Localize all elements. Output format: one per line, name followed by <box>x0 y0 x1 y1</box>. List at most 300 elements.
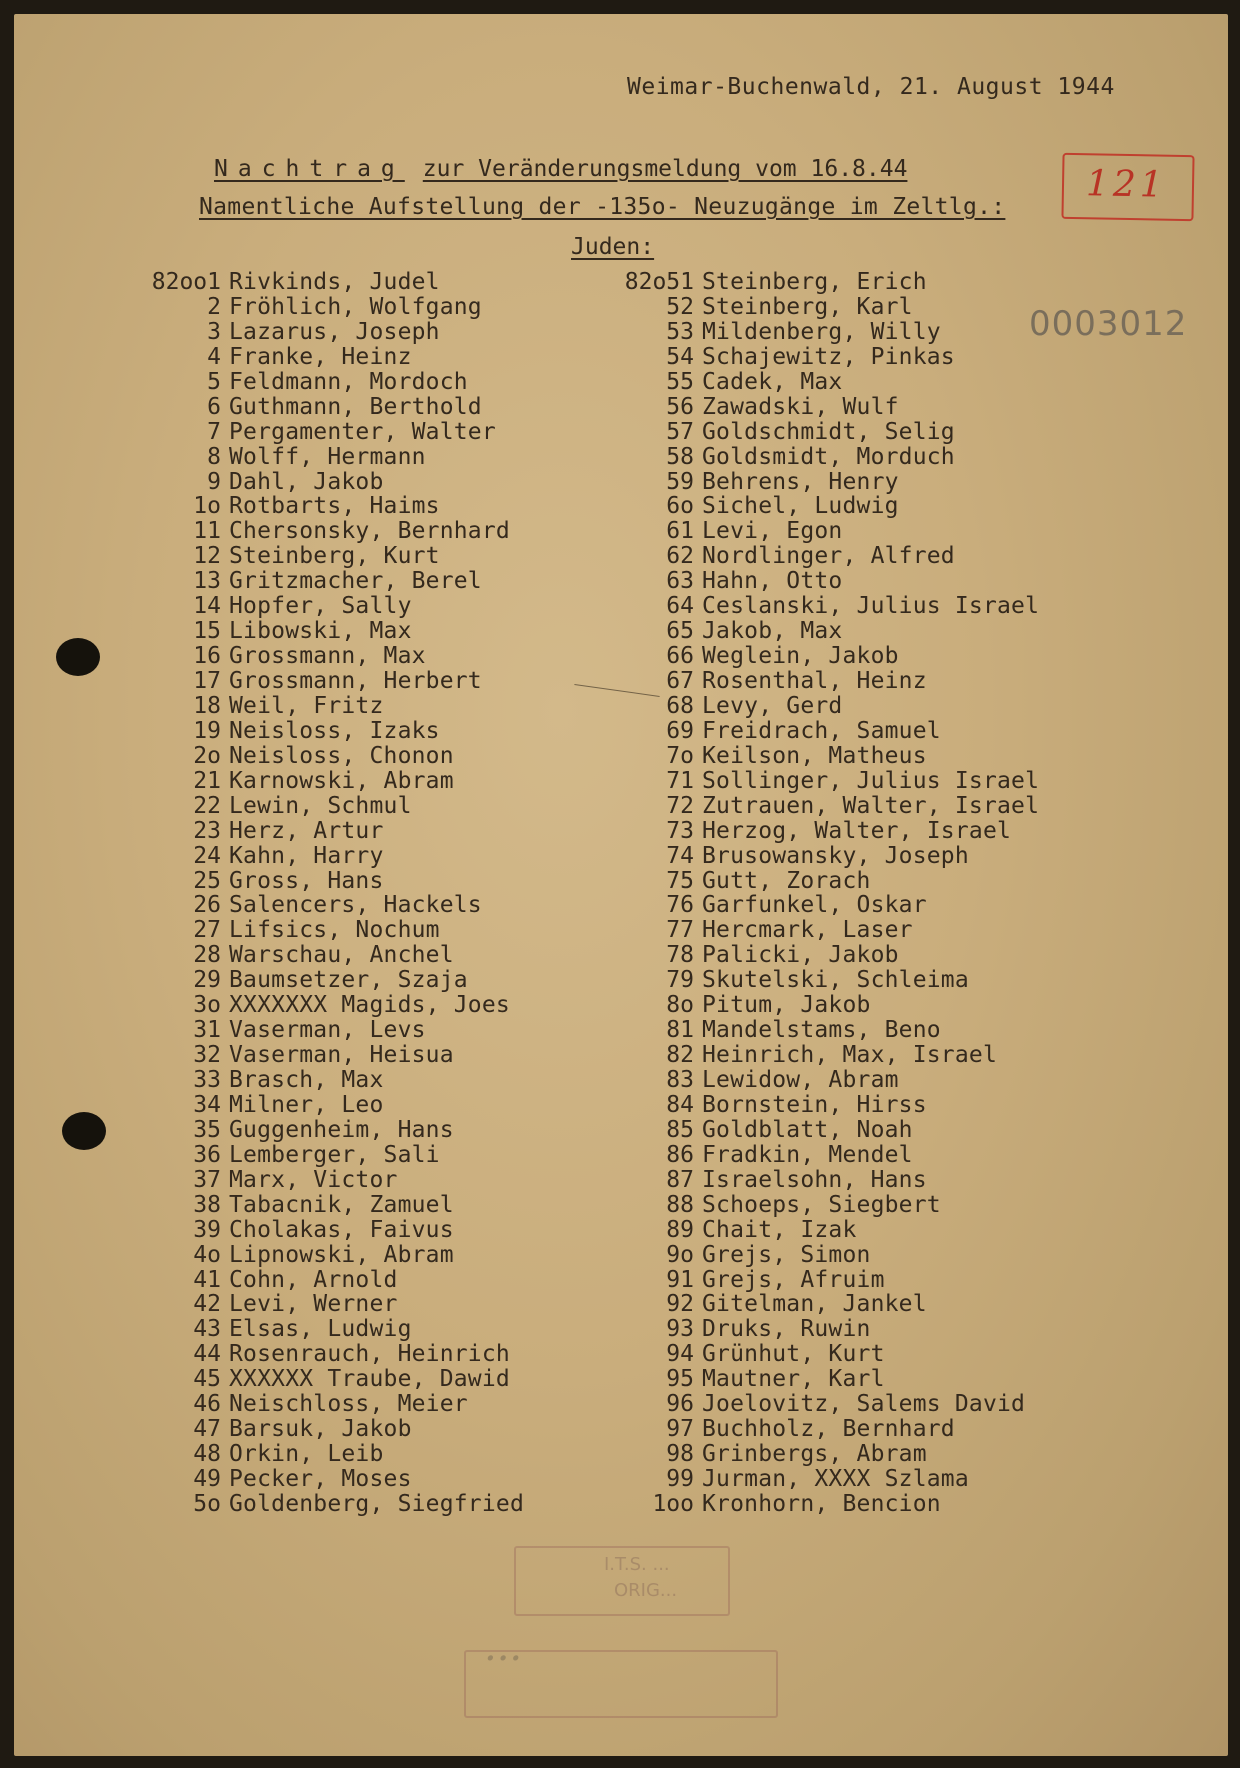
entry-name: Lewin, Schmul <box>229 792 412 819</box>
right-entry <box>614 1317 1039 1342</box>
left-entry <box>141 869 524 894</box>
left-entry <box>141 1068 524 1093</box>
right-entry <box>614 893 1039 918</box>
entry-number: 4 <box>207 343 221 370</box>
right-entry <box>614 694 1039 719</box>
entry-name: Grünhut, Kurt <box>702 1341 885 1368</box>
right-entry <box>614 1243 1039 1268</box>
entry-number: 2o <box>193 742 221 769</box>
entry-number: 85 <box>666 1116 694 1143</box>
right-entry <box>614 1467 1039 1492</box>
entry-number: 71 <box>666 767 694 794</box>
left-entry <box>141 470 524 495</box>
left-entry <box>141 719 524 744</box>
entry-number: 33 <box>193 1067 221 1093</box>
right-entry <box>614 420 1039 445</box>
left-entry <box>141 370 524 395</box>
entry-name: Neisloss, Chonon <box>229 742 454 769</box>
right-entry <box>614 744 1039 769</box>
entry-name: Lewidow, Abram <box>702 1067 899 1093</box>
right-entry <box>614 794 1039 819</box>
entry-number: 94 <box>666 1341 694 1368</box>
entry-name: Chersonsky, Bernhard <box>229 518 510 545</box>
entry-name: Brusowansky, Joseph <box>702 842 969 869</box>
left-entry <box>141 694 524 719</box>
right-entry <box>614 1093 1039 1118</box>
entry-name: Buchholz, Bernhard <box>702 1416 955 1443</box>
entry-number: 9 <box>207 468 221 495</box>
entry-name: Behrens, Henry <box>702 468 899 495</box>
entry-name: Keilson, Matheus <box>702 742 927 769</box>
entry-name: Milner, Leo <box>229 1091 384 1118</box>
entry-number: 56 <box>666 393 694 420</box>
left-entry <box>141 744 524 769</box>
entry-number: 96 <box>666 1391 694 1418</box>
entry-number: 92 <box>666 1291 694 1318</box>
entry-number: 6 <box>207 393 221 420</box>
entry-number: 47 <box>193 1416 221 1443</box>
right-entry <box>614 644 1039 669</box>
right-entry <box>614 1342 1039 1367</box>
entry-name: Salencers, Hackels <box>229 892 482 919</box>
entry-number: 99 <box>666 1466 694 1492</box>
left-entry <box>141 1442 524 1467</box>
entry-number: 49 <box>193 1466 221 1492</box>
left-entry <box>141 544 524 569</box>
entry-number: 74 <box>666 842 694 869</box>
right-entry <box>614 769 1039 794</box>
right-entry <box>614 1417 1039 1442</box>
entry-name: Jurman, XXXX Szlama <box>702 1466 969 1492</box>
entry-number: 22 <box>193 792 221 819</box>
entry-name: Druks, Ruwin <box>702 1316 871 1343</box>
entry-name: Steinberg, Erich <box>702 269 927 295</box>
entry-number: 17 <box>193 668 221 694</box>
left-entry <box>141 1367 524 1392</box>
left-entry <box>141 1243 524 1268</box>
entry-number: 11 <box>193 518 221 545</box>
entry-name: Warschau, Anchel <box>229 942 454 969</box>
left-entry <box>141 918 524 943</box>
entry-number: 84 <box>666 1091 694 1118</box>
entry-number: 32 <box>193 1042 221 1069</box>
entry-name: Lemberger, Sali <box>229 1141 440 1168</box>
left-entry <box>141 1043 524 1068</box>
entry-name: Fröhlich, Wolfgang <box>229 293 482 320</box>
entry-number: 34 <box>193 1091 221 1118</box>
entry-name: Rivkinds, Judel <box>229 269 440 295</box>
entry-name: Gross, Hans <box>229 867 384 894</box>
right-entry <box>614 1492 1039 1517</box>
entry-name: Herzog, Walter, Israel <box>702 817 1012 844</box>
entry-name: Goldschmidt, Selig <box>702 418 955 445</box>
entry-number: 24 <box>193 842 221 869</box>
right-entry <box>614 295 1039 320</box>
right-entry <box>614 918 1039 943</box>
document-page <box>14 14 1228 1756</box>
left-entry <box>141 1168 524 1193</box>
entry-name: Nordlinger, Alfred <box>702 543 955 570</box>
entry-name: Barsuk, Jakob <box>229 1416 412 1443</box>
entry-name: Gitelman, Jankel <box>702 1291 927 1318</box>
entry-number: 5 <box>207 368 221 395</box>
entry-name: Cholakas, Faivus <box>229 1216 454 1243</box>
entry-name: Kronhorn, Bencion <box>702 1490 941 1517</box>
entry-name: Grossmann, Max <box>229 643 426 670</box>
entry-number: 21 <box>193 767 221 794</box>
left-entry <box>141 295 524 320</box>
document-number: 0003012 <box>1029 304 1188 344</box>
entry-number: 28 <box>193 942 221 969</box>
section-heading: Juden: <box>571 234 655 260</box>
entry-name: Palicki, Jakob <box>702 942 899 969</box>
entry-name: Neisloss, Izaks <box>229 717 440 744</box>
right-entry <box>614 1043 1039 1068</box>
left-entry <box>141 270 524 295</box>
entry-number: 67 <box>666 668 694 694</box>
right-entry <box>614 470 1039 495</box>
entry-number: 58 <box>666 443 694 470</box>
left-entry <box>141 594 524 619</box>
left-entry <box>141 345 524 370</box>
left-entry <box>141 1417 524 1442</box>
right-entry <box>614 494 1039 519</box>
right-entry <box>614 719 1039 744</box>
left-entry <box>141 320 524 345</box>
entry-name: Dahl, Jakob <box>229 468 384 495</box>
left-entry <box>141 993 524 1018</box>
right-entry <box>614 619 1039 644</box>
document-title <box>214 156 907 182</box>
entry-number: 31 <box>193 1017 221 1044</box>
entry-name: Goldblatt, Noah <box>702 1116 913 1143</box>
entry-number: 82 <box>666 1042 694 1069</box>
entry-number: 97 <box>666 1416 694 1443</box>
entry-number: 37 <box>193 1166 221 1193</box>
entry-name: Feldmann, Mordoch <box>229 368 468 395</box>
entry-number: 73 <box>666 817 694 844</box>
entry-name: Sollinger, Julius Israel <box>702 767 1040 794</box>
entry-number: 3o <box>193 992 221 1019</box>
entry-name: Cadek, Max <box>702 368 843 395</box>
faded-signature: ... <box>484 1624 523 1670</box>
left-entry <box>141 1268 524 1293</box>
entry-name: Pitum, Jakob <box>702 992 871 1019</box>
entry-name: Joelovitz, Salems David <box>702 1391 1026 1418</box>
entry-number: 95 <box>666 1366 694 1393</box>
left-entry <box>141 420 524 445</box>
entry-name: Baumsetzer, Szaja <box>229 967 468 994</box>
entry-number: 55 <box>666 368 694 395</box>
entry-number: 66 <box>666 643 694 670</box>
left-entry <box>141 844 524 869</box>
entry-number: 59 <box>666 468 694 495</box>
entry-number: 65 <box>666 618 694 645</box>
right-entry <box>614 1118 1039 1143</box>
entry-number: 7o <box>666 742 694 769</box>
right-entry <box>614 594 1039 619</box>
right-entry <box>614 445 1039 470</box>
entry-name: Brasch, Max <box>229 1067 384 1093</box>
entry-name: Lazarus, Joseph <box>229 318 440 345</box>
entry-number: 18 <box>193 692 221 719</box>
entry-name: Hahn, Otto <box>702 568 843 595</box>
left-entry <box>141 669 524 694</box>
right-entry <box>614 1068 1039 1093</box>
entry-name: Hopfer, Sally <box>229 593 412 620</box>
entry-number: 98 <box>666 1441 694 1468</box>
entry-number: 93 <box>666 1316 694 1343</box>
entry-name: Marx, Victor <box>229 1166 398 1193</box>
right-entry <box>614 819 1039 844</box>
right-entry <box>614 1367 1039 1392</box>
stamp-text-lower: ORIG... <box>614 1580 678 1601</box>
entry-number: 35 <box>193 1116 221 1143</box>
entry-number: 44 <box>193 1341 221 1368</box>
entry-name: Weglein, Jakob <box>702 643 899 670</box>
entry-number: 16 <box>193 643 221 670</box>
entry-number: 23 <box>193 817 221 844</box>
entry-number: 6o <box>666 493 694 520</box>
right-entry <box>614 345 1039 370</box>
entry-name: Karnowski, Abram <box>229 767 454 794</box>
right-entry <box>614 569 1039 594</box>
entry-name: Grejs, Simon <box>702 1241 871 1268</box>
entry-name: Neischloss, Meier <box>229 1391 468 1418</box>
entry-name: Garfunkel, Oskar <box>702 892 927 919</box>
entry-name: Sichel, Ludwig <box>702 493 899 520</box>
entry-name: Rosenthal, Heinz <box>702 668 927 694</box>
entry-number: 29 <box>193 967 221 994</box>
entry-number: 88 <box>666 1191 694 1218</box>
red-boxed-number <box>1061 153 1194 221</box>
entry-number: 75 <box>666 867 694 894</box>
left-entry <box>141 794 524 819</box>
right-entry <box>614 869 1039 894</box>
right-entry <box>614 1018 1039 1043</box>
left-entry <box>141 819 524 844</box>
entry-name: Freidrach, Samuel <box>702 717 941 744</box>
entry-number: 15 <box>193 618 221 645</box>
entry-name: Rosenrauch, Heinrich <box>229 1341 510 1368</box>
boxed-number-text: 121 <box>1085 163 1168 206</box>
entry-name: Lifsics, Nochum <box>229 917 440 944</box>
right-entry <box>614 968 1039 993</box>
entry-name: Zutrauen, Walter, Israel <box>702 792 1040 819</box>
entry-name: Israelsohn, Hans <box>702 1166 927 1193</box>
entry-name: Libowski, Max <box>229 618 412 645</box>
entry-name: Lipnowski, Abram <box>229 1241 454 1268</box>
right-entry <box>614 270 1039 295</box>
entry-name: Skutelski, Schleima <box>702 967 969 994</box>
entry-number: 1oo <box>652 1490 694 1517</box>
document-subtitle: Namentliche Aufstellung der -135o- Neuzugänge im Zeltlg.: <box>199 194 1006 220</box>
left-entry <box>141 1292 524 1317</box>
entry-number: 5o <box>193 1490 221 1517</box>
left-entry <box>141 1392 524 1417</box>
right-entry <box>614 1143 1039 1168</box>
entry-number: 62 <box>666 543 694 570</box>
left-entry <box>141 1193 524 1218</box>
left-entry <box>141 519 524 544</box>
left-entry <box>141 395 524 420</box>
right-entry <box>614 519 1039 544</box>
entry-name: Elsas, Ludwig <box>229 1316 412 1343</box>
right-entry <box>614 395 1039 420</box>
entry-name: Bornstein, Hirss <box>702 1091 927 1118</box>
entry-name: Weil, Fritz <box>229 692 384 719</box>
left-entry <box>141 1342 524 1367</box>
entry-number: 86 <box>666 1141 694 1168</box>
entry-name: Orkin, Leib <box>229 1441 384 1468</box>
entry-number: 69 <box>666 717 694 744</box>
entry-number: 78 <box>666 942 694 969</box>
left-entry <box>141 1118 524 1143</box>
right-entry <box>614 1168 1039 1193</box>
entry-number: 8o <box>666 992 694 1019</box>
entry-name: Schoeps, Siegbert <box>702 1191 941 1218</box>
entry-name: Steinberg, Kurt <box>229 543 440 570</box>
right-entry <box>614 1442 1039 1467</box>
entry-name: Levy, Gerd <box>702 692 843 719</box>
entry-number: 13 <box>193 568 221 595</box>
right-entry <box>614 320 1039 345</box>
entry-number: 46 <box>193 1391 221 1418</box>
entry-name: Steinberg, Karl <box>702 293 913 320</box>
entry-number: 63 <box>666 568 694 595</box>
entry-number: 48 <box>193 1441 221 1468</box>
entry-name: Levi, Egon <box>702 518 843 545</box>
entry-name: Mandelstams, Beno <box>702 1017 941 1044</box>
left-entry <box>141 1467 524 1492</box>
right-entry <box>614 993 1039 1018</box>
entry-number: 25 <box>193 867 221 894</box>
entry-number: 4o <box>193 1241 221 1268</box>
entry-name: XXXXXXX Magids, Joes <box>229 992 510 1019</box>
entry-name: Pecker, Moses <box>229 1466 412 1492</box>
right-entry <box>614 844 1039 869</box>
entry-number: 61 <box>666 518 694 545</box>
left-entry <box>141 1143 524 1168</box>
entry-number: 64 <box>666 593 694 620</box>
entry-number: 36 <box>193 1141 221 1168</box>
title-rest: zur Veränderungsmeldung vom 16.8.44 <box>422 156 908 182</box>
entry-number: 43 <box>193 1316 221 1343</box>
entry-number: 81 <box>666 1017 694 1044</box>
right-entry <box>614 943 1039 968</box>
entry-number: 57 <box>666 418 694 445</box>
stamp-text-upper: I.T.S. ... <box>604 1554 670 1575</box>
left-entry <box>141 968 524 993</box>
left-entry <box>141 769 524 794</box>
entry-number: 89 <box>666 1216 694 1243</box>
entry-name: Grinbergs, Abram <box>702 1441 927 1468</box>
entry-number: 7 <box>207 418 221 445</box>
entry-number: 38 <box>193 1191 221 1218</box>
entry-name: Gutt, Zorach <box>702 867 871 894</box>
entry-number: 2 <box>207 293 221 320</box>
entry-name: Mildenberg, Willy <box>702 318 941 345</box>
entry-name: Vaserman, Levs <box>229 1017 426 1044</box>
dateline: Weimar-Buchenwald, 21. August 1944 <box>627 74 1115 100</box>
entry-name: Grossmann, Herbert <box>229 668 482 694</box>
left-entry <box>141 943 524 968</box>
right-entry <box>614 1292 1039 1317</box>
entry-number: 8 <box>207 443 221 470</box>
entry-number: 52 <box>666 293 694 320</box>
entry-name: Levi, Werner <box>229 1291 398 1318</box>
entry-name: Vaserman, Heisua <box>229 1042 454 1069</box>
right-entry <box>614 669 1039 694</box>
entry-number: 91 <box>666 1266 694 1293</box>
left-entry <box>141 1018 524 1043</box>
entry-name: Hercmark, Laser <box>702 917 913 944</box>
left-entry <box>141 494 524 519</box>
entry-name: Guggenheim, Hans <box>229 1116 454 1143</box>
entry-number: 19 <box>193 717 221 744</box>
right-entry <box>614 1268 1039 1293</box>
entry-name: Fradkin, Mendel <box>702 1141 913 1168</box>
entry-number: 45 <box>193 1366 221 1393</box>
entry-number: 53 <box>666 318 694 345</box>
entry-name: Guthmann, Berthold <box>229 393 482 420</box>
entry-name: Kahn, Harry <box>229 842 384 869</box>
entry-name: Goldenberg, Siegfried <box>229 1490 524 1517</box>
entry-number: 82o51 <box>624 269 694 295</box>
entry-name: Herz, Artur <box>229 817 384 844</box>
entry-number: 79 <box>666 967 694 994</box>
entry-number: 39 <box>193 1216 221 1243</box>
entry-name: Schajewitz, Pinkas <box>702 343 955 370</box>
entry-number: 14 <box>193 593 221 620</box>
right-entry <box>614 1218 1039 1243</box>
right-entry <box>614 1392 1039 1417</box>
punch-hole-top <box>56 638 100 676</box>
entry-number: 26 <box>193 892 221 919</box>
left-entry <box>141 644 524 669</box>
left-entry <box>141 445 524 470</box>
left-entry <box>141 619 524 644</box>
entry-name: XXXXXX Traube, Dawid <box>229 1366 510 1393</box>
entry-name: Jakob, Max <box>702 618 843 645</box>
entry-name: Heinrich, Max, Israel <box>702 1042 997 1069</box>
entry-name: Goldsmidt, Morduch <box>702 443 955 470</box>
entry-name: Cohn, Arnold <box>229 1266 398 1293</box>
entry-number: 1o <box>193 493 221 520</box>
right-name-column <box>614 270 1039 1517</box>
entry-name: Tabacnik, Zamuel <box>229 1191 454 1218</box>
entry-number: 72 <box>666 792 694 819</box>
left-entry <box>141 1093 524 1118</box>
entry-name: Franke, Heinz <box>229 343 412 370</box>
left-entry <box>141 1317 524 1342</box>
entry-number: 12 <box>193 543 221 570</box>
punch-hole-bottom <box>62 1112 106 1150</box>
entry-number: 9o <box>666 1241 694 1268</box>
entry-name: Rotbarts, Haims <box>229 493 440 520</box>
entry-number: 41 <box>193 1266 221 1293</box>
entry-name: Gritzmacher, Berel <box>229 568 482 595</box>
entry-number: 54 <box>666 343 694 370</box>
left-entry <box>141 569 524 594</box>
entry-name: Grejs, Afruim <box>702 1266 885 1293</box>
left-name-column <box>141 270 524 1517</box>
entry-number: 42 <box>193 1291 221 1318</box>
entry-number: 3 <box>207 318 221 345</box>
entry-number: 83 <box>666 1067 694 1093</box>
entry-number: 76 <box>666 892 694 919</box>
entry-name: Zawadski, Wulf <box>702 393 899 420</box>
